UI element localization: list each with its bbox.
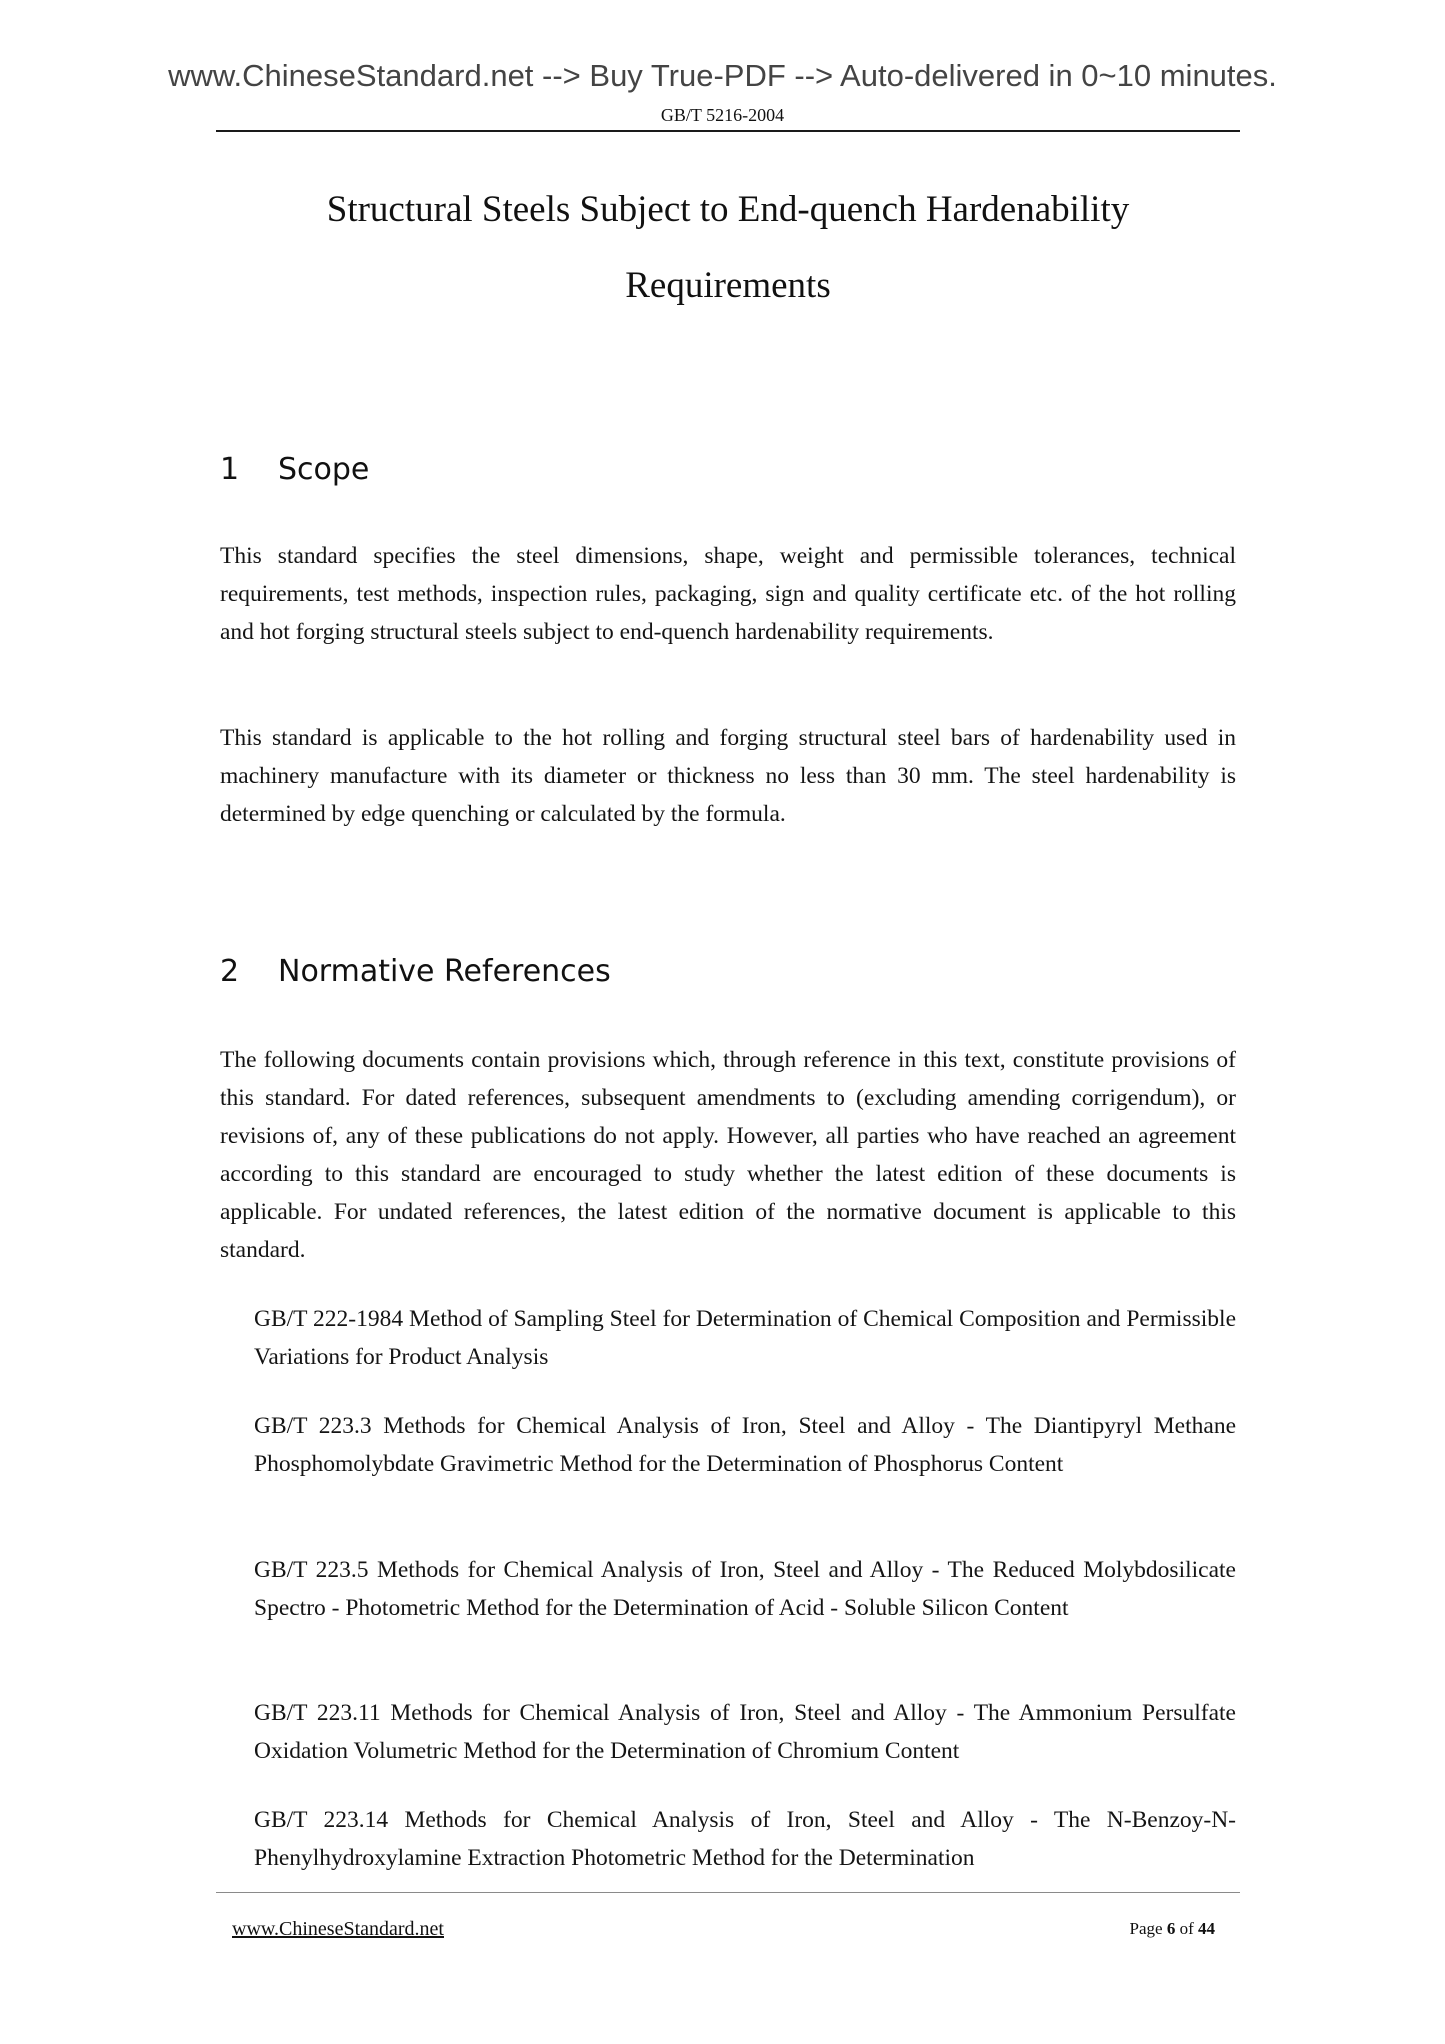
- normative-references-intro: The following documents contain provisions which, through reference in this text, constitute provisions of this standard. For dated references, subsequent amendments to (excluding amending corrigendum), or revisions of, any of these publications do not apply. However, all parties who have reached an agreement according to this standard are encouraged to study whether the latest edition of these documents is applicable. For undated references, the latest edition of the normative document is applicable to this standard.: [220, 1047, 1236, 1263]
- document-title-line-1: Structural Steels Subject to End-quench Hardenability: [326, 189, 1130, 230]
- page-label: Page: [1129, 1919, 1163, 1938]
- scope-paragraph-1: This standard specifies the steel dimensions, shape, weight and permissible tolerances, technical requirements, test methods, inspection rules, packaging, sign and quality certificate etc. of the hot rolling and hot forging structural steels subject to end-quench hardenability requirements.: [220, 543, 1236, 645]
- reference-item: GB/T 222-1984 Method of Sampling Steel for Determination of Chemical Composition and Permissible Variations for Product Analysis: [254, 1306, 1236, 1370]
- footer-website-link[interactable]: www.ChineseStandard.net: [232, 1918, 444, 1940]
- running-header-doc-code: GB/T 5216-2004: [660, 105, 785, 125]
- section-number: 1: [220, 452, 240, 487]
- section-title: Normative References: [278, 954, 611, 989]
- document-title-line-2: Requirements: [625, 265, 831, 306]
- reference-item: GB/T 223.11 Methods for Chemical Analysis of Iron, Steel and Alloy - The Ammonium Persulfate Oxidation Volumetric Method for the Determination of Chromium Content: [254, 1700, 1236, 1764]
- promo-banner: www.ChineseStandard.net --> Buy True-PDF --> Auto-delivered in 0~10 minutes.: [168, 58, 1277, 93]
- page-of-label: of: [1179, 1919, 1194, 1938]
- footer-divider: [216, 1892, 1240, 1893]
- scope-paragraph-2: This standard is applicable to the hot rolling and forging structural steel bars of hardenability used in machinery manufacture with its diameter or thickness no less than 30 mm. The steel hardenability is determined by edge quenching or calculated by the formula.: [220, 725, 1236, 827]
- reference-item: GB/T 223.14 Methods for Chemical Analysis of Iron, Steel and Alloy - The N-Benzoy-N-Phenylhydroxylamine Extraction Photometric Method for the Determination: [254, 1807, 1236, 1871]
- section-heading-scope: [220, 450, 369, 490]
- total-pages: 44: [1198, 1919, 1215, 1938]
- reference-item: GB/T 223.3 Methods for Chemical Analysis of Iron, Steel and Alloy - The Diantipyryl Methane Phosphomolybdate Gravimetric Method for the Determination of Phosphorus Content: [254, 1413, 1236, 1477]
- current-page: 6: [1166, 1919, 1176, 1938]
- section-heading-normative-references: [220, 952, 611, 992]
- section-title: Scope: [278, 452, 370, 487]
- reference-item: GB/T 223.5 Methods for Chemical Analysis of Iron, Steel and Alloy - The Reduced Molybdosilicate Spectro - Photometric Method for the Determination of Acid - Soluble Silicon Content: [254, 1557, 1236, 1621]
- header-divider: [216, 130, 1240, 132]
- section-number: 2: [220, 954, 240, 989]
- page-number: [1100, 1917, 1215, 1941]
